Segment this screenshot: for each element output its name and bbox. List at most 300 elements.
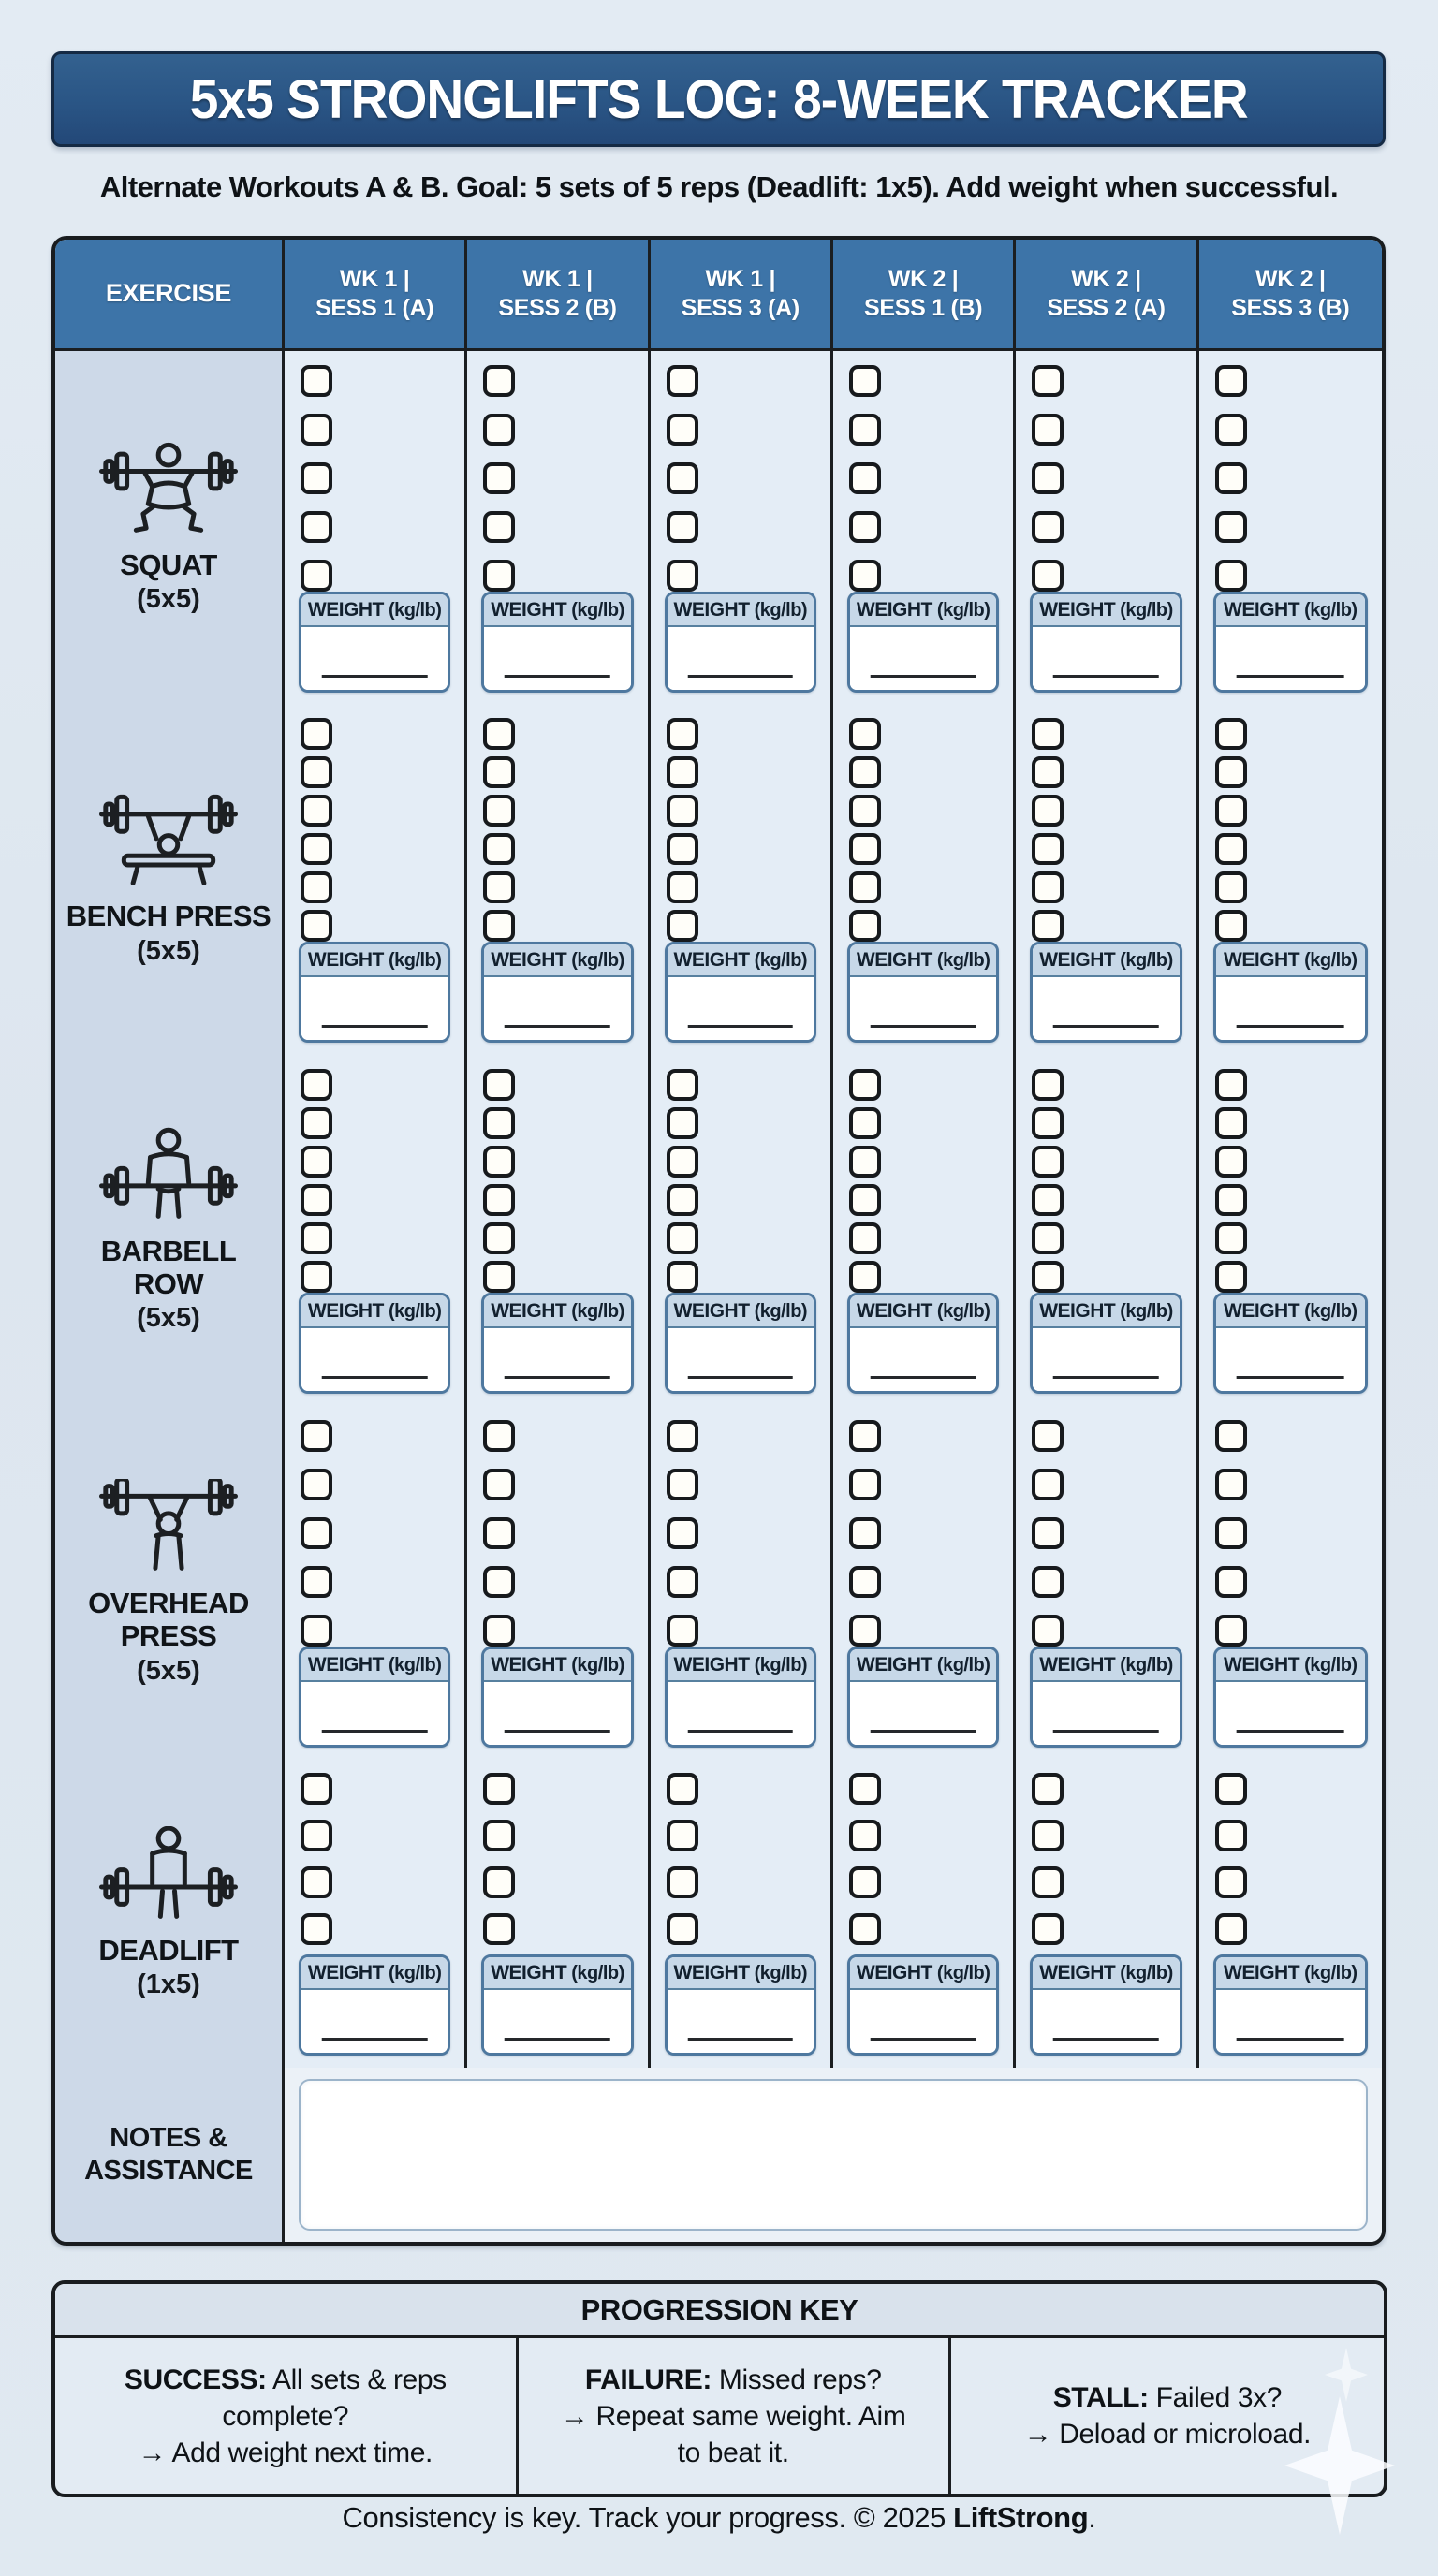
set-checkbox[interactable] xyxy=(1032,1469,1064,1500)
set-checkbox[interactable] xyxy=(483,1820,515,1852)
weight-box xyxy=(665,1647,816,1748)
weight-unit: (kg/lb) xyxy=(932,600,990,621)
set-checkbox[interactable] xyxy=(1215,1107,1247,1139)
set-checkbox[interactable] xyxy=(667,1261,698,1293)
set-checkbox[interactable] xyxy=(1032,910,1064,942)
weight-entry-area[interactable] xyxy=(301,1990,448,2053)
set-checkbox-stack xyxy=(651,1406,830,1647)
set-checkbox[interactable] xyxy=(483,511,515,543)
set-checkbox[interactable] xyxy=(1215,1773,1247,1805)
set-checkbox[interactable] xyxy=(667,1866,698,1898)
weight-unit: (kg/lb) xyxy=(1299,600,1357,621)
weight-label-text: WEIGHT xyxy=(1039,599,1116,621)
set-checkbox[interactable] xyxy=(1215,910,1247,942)
set-checkbox[interactable] xyxy=(1215,560,1247,592)
set-checkbox[interactable] xyxy=(667,462,698,494)
set-checkbox[interactable] xyxy=(849,1469,881,1500)
set-checkbox[interactable] xyxy=(483,1566,515,1598)
page-footer xyxy=(0,2501,1438,2535)
weight-label xyxy=(1216,944,1365,977)
set-checkbox[interactable] xyxy=(1215,1420,1247,1452)
set-checkbox[interactable] xyxy=(301,910,332,942)
exercise-cell-squat xyxy=(55,351,285,705)
set-checkbox[interactable] xyxy=(1032,511,1064,543)
weight-entry-area[interactable] xyxy=(484,1328,630,1391)
set-checkbox[interactable] xyxy=(849,1820,881,1852)
barbell-row-icon xyxy=(97,1127,240,1224)
set-checkbox[interactable] xyxy=(1032,414,1064,446)
set-checkbox[interactable] xyxy=(483,910,515,942)
weight-unit: (kg/lb) xyxy=(749,950,808,971)
set-checkbox[interactable] xyxy=(1032,1517,1064,1549)
session-cell xyxy=(1199,1055,1382,1406)
exercise-scheme: (5x5) xyxy=(137,584,200,615)
weight-entry-area[interactable] xyxy=(1216,1990,1365,2053)
set-checkbox[interactable] xyxy=(483,1469,515,1500)
weight-entry-area[interactable] xyxy=(1033,1990,1179,2053)
write-line xyxy=(871,2038,976,2041)
set-checkbox[interactable] xyxy=(667,718,698,750)
weight-entry-area[interactable] xyxy=(850,1328,996,1391)
exercise-name: DEADLIFT xyxy=(98,1933,239,1967)
set-checkbox[interactable] xyxy=(301,365,332,397)
weight-box xyxy=(847,592,999,693)
weight-entry-area[interactable] xyxy=(484,1682,630,1745)
weight-label xyxy=(484,1957,630,1990)
write-line xyxy=(688,675,794,678)
weight-unit: (kg/lb) xyxy=(749,1301,808,1322)
set-checkbox[interactable] xyxy=(667,910,698,942)
set-checkbox[interactable] xyxy=(849,910,881,942)
set-checkbox[interactable] xyxy=(1032,560,1064,592)
weight-entry-area[interactable] xyxy=(668,1990,814,2053)
set-checkbox[interactable] xyxy=(1215,1913,1247,1945)
set-checkbox[interactable] xyxy=(1215,1469,1247,1500)
weight-label xyxy=(1216,1957,1365,1990)
set-checkbox[interactable] xyxy=(667,1420,698,1452)
weight-label xyxy=(301,1957,448,1990)
set-checkbox[interactable] xyxy=(1032,462,1064,494)
set-checkbox[interactable] xyxy=(483,718,515,750)
write-line xyxy=(688,1730,794,1733)
session-label: SESS 2 (B) xyxy=(498,295,617,321)
set-checkbox[interactable] xyxy=(1215,833,1247,865)
set-checkbox[interactable] xyxy=(849,1517,881,1549)
deadlift-icon xyxy=(97,1826,240,1924)
session-cell xyxy=(1016,351,1198,705)
session-column-header xyxy=(1199,240,1382,348)
set-checkbox[interactable] xyxy=(849,1566,881,1598)
set-checkbox[interactable] xyxy=(1215,1820,1247,1852)
set-checkbox[interactable] xyxy=(667,1913,698,1945)
set-checkbox-stack xyxy=(1199,351,1382,592)
set-checkbox[interactable] xyxy=(301,1184,332,1216)
set-checkbox[interactable] xyxy=(1032,795,1064,827)
set-checkbox[interactable] xyxy=(1215,1517,1247,1549)
notes-entry-area[interactable] xyxy=(299,2079,1368,2231)
set-checkbox[interactable] xyxy=(849,1773,881,1805)
set-checkbox[interactable] xyxy=(1032,1566,1064,1598)
weight-label-text: WEIGHT xyxy=(1224,1654,1300,1676)
weight-unit: (kg/lb) xyxy=(1299,1301,1357,1322)
set-checkbox[interactable] xyxy=(667,511,698,543)
weight-label xyxy=(1033,944,1179,977)
set-checkbox[interactable] xyxy=(1032,833,1064,865)
weight-entry-area[interactable] xyxy=(850,977,996,1040)
set-checkbox[interactable] xyxy=(483,1615,515,1647)
set-checkbox-stack xyxy=(1016,704,1196,942)
weight-box xyxy=(481,1647,633,1748)
set-checkbox[interactable] xyxy=(667,1107,698,1139)
set-checkbox[interactable] xyxy=(667,1615,698,1647)
set-checkbox[interactable] xyxy=(483,462,515,494)
set-checkbox[interactable] xyxy=(667,1184,698,1216)
progression-item-text: FAILURE: Missed reps? xyxy=(584,2364,882,2395)
weight-label-text: WEIGHT xyxy=(307,1654,384,1676)
set-checkbox[interactable] xyxy=(301,511,332,543)
weight-box xyxy=(481,592,633,693)
session-cell xyxy=(833,1406,1016,1760)
set-checkbox[interactable] xyxy=(1215,511,1247,543)
set-checkbox[interactable] xyxy=(849,1107,881,1139)
set-checkbox[interactable] xyxy=(483,1261,515,1293)
set-checkbox[interactable] xyxy=(1215,1222,1247,1254)
week-label: WK 2 | xyxy=(888,265,959,292)
weight-label xyxy=(1216,594,1365,627)
set-checkbox[interactable] xyxy=(1032,1146,1064,1178)
set-checkbox[interactable] xyxy=(849,1615,881,1647)
weight-entry-area[interactable] xyxy=(1033,1682,1179,1745)
set-checkbox[interactable] xyxy=(1032,365,1064,397)
weight-label xyxy=(668,1649,814,1682)
week-label: WK 2 | xyxy=(1071,265,1141,292)
notes-label: NOTES & ASSISTANCE xyxy=(55,2068,285,2242)
weight-entry-area[interactable] xyxy=(1216,977,1365,1040)
exercise-cell-bench-press xyxy=(55,704,285,1055)
set-checkbox[interactable] xyxy=(667,1517,698,1549)
write-line xyxy=(1237,1730,1344,1733)
set-checkbox[interactable] xyxy=(1032,1184,1064,1216)
weight-box xyxy=(1030,1293,1181,1394)
session-cell xyxy=(285,1406,467,1760)
set-checkbox[interactable] xyxy=(1032,718,1064,750)
write-line xyxy=(871,1376,976,1379)
set-checkbox[interactable] xyxy=(301,1107,332,1139)
set-checkbox[interactable] xyxy=(1032,1222,1064,1254)
set-checkbox[interactable] xyxy=(483,1913,515,1945)
set-checkbox[interactable] xyxy=(301,718,332,750)
set-checkbox[interactable] xyxy=(301,1820,332,1852)
weight-box xyxy=(481,1954,633,2056)
weight-entry-area[interactable] xyxy=(1033,627,1179,690)
set-checkbox[interactable] xyxy=(483,1773,515,1805)
session-label: SESS 3 (B) xyxy=(1231,295,1350,321)
weight-entry-area[interactable] xyxy=(668,627,814,690)
weight-label-text: WEIGHT xyxy=(307,1300,384,1322)
set-checkbox[interactable] xyxy=(1032,1261,1064,1293)
session-column-header xyxy=(1016,240,1198,348)
set-checkbox[interactable] xyxy=(301,1261,332,1293)
weight-label xyxy=(301,944,448,977)
set-checkbox[interactable] xyxy=(667,1069,698,1101)
session-cell xyxy=(1016,704,1198,1055)
write-line xyxy=(505,675,610,678)
weight-label xyxy=(1216,1295,1365,1328)
set-checkbox[interactable] xyxy=(667,365,698,397)
set-checkbox[interactable] xyxy=(667,833,698,865)
weight-label xyxy=(484,1649,630,1682)
weight-label-text: WEIGHT xyxy=(673,599,750,621)
set-checkbox[interactable] xyxy=(1032,1069,1064,1101)
set-checkbox-stack xyxy=(833,351,1013,592)
set-checkbox[interactable] xyxy=(1215,1146,1247,1178)
set-checkbox-stack xyxy=(467,1055,647,1293)
set-checkbox[interactable] xyxy=(667,1773,698,1805)
session-label: SESS 1 (A) xyxy=(315,295,434,321)
set-checkbox-stack xyxy=(1016,351,1196,592)
set-checkbox[interactable] xyxy=(483,414,515,446)
weight-entry-area[interactable] xyxy=(484,1990,630,2053)
exercise-row-bench-press xyxy=(55,704,1382,1055)
set-checkbox[interactable] xyxy=(1215,1184,1247,1216)
progression-item-action: → Repeat same weight. Aim to beat it. xyxy=(560,2400,906,2468)
set-checkbox[interactable] xyxy=(667,560,698,592)
notes-row xyxy=(55,2068,1382,2242)
set-checkbox[interactable] xyxy=(1215,365,1247,397)
set-checkbox[interactable] xyxy=(667,795,698,827)
set-checkbox[interactable] xyxy=(849,1146,881,1178)
set-checkbox[interactable] xyxy=(667,871,698,903)
set-checkbox[interactable] xyxy=(301,795,332,827)
set-checkbox[interactable] xyxy=(849,414,881,446)
set-checkbox[interactable] xyxy=(849,718,881,750)
set-checkbox[interactable] xyxy=(483,1517,515,1549)
weight-entry-area[interactable] xyxy=(301,1328,448,1391)
set-checkbox-stack xyxy=(1016,1055,1196,1293)
set-checkbox[interactable] xyxy=(849,795,881,827)
weight-unit: (kg/lb) xyxy=(1115,1301,1173,1322)
weight-entry-area[interactable] xyxy=(1033,977,1179,1040)
set-checkbox[interactable] xyxy=(849,560,881,592)
weight-label xyxy=(1033,1295,1179,1328)
session-cell xyxy=(285,1759,467,2068)
write-line xyxy=(322,1730,428,1733)
write-line xyxy=(505,1025,610,1028)
weight-entry-area[interactable] xyxy=(301,977,448,1040)
write-line xyxy=(1053,675,1159,678)
weight-box xyxy=(481,942,633,1043)
write-line xyxy=(688,1025,794,1028)
set-checkbox[interactable] xyxy=(301,1566,332,1598)
set-checkbox-stack xyxy=(651,1055,830,1293)
set-checkbox[interactable] xyxy=(301,1146,332,1178)
set-checkbox[interactable] xyxy=(667,1222,698,1254)
set-checkbox[interactable] xyxy=(849,1069,881,1101)
weight-label xyxy=(850,1957,996,1990)
weight-entry-area[interactable] xyxy=(1216,1682,1365,1745)
set-checkbox[interactable] xyxy=(483,365,515,397)
set-checkbox[interactable] xyxy=(483,1866,515,1898)
set-checkbox[interactable] xyxy=(483,560,515,592)
set-checkbox[interactable] xyxy=(301,1773,332,1805)
weight-label-text: WEIGHT xyxy=(673,949,750,971)
set-checkbox[interactable] xyxy=(1215,718,1247,750)
set-checkbox[interactable] xyxy=(301,1420,332,1452)
set-checkbox-stack xyxy=(467,1759,647,1945)
set-checkbox[interactable] xyxy=(301,1615,332,1647)
weight-unit: (kg/lb) xyxy=(1299,1963,1357,1983)
set-checkbox[interactable] xyxy=(849,833,881,865)
weight-label xyxy=(1033,1957,1179,1990)
set-checkbox[interactable] xyxy=(1032,1866,1064,1898)
write-line xyxy=(505,1376,610,1379)
set-checkbox[interactable] xyxy=(483,1184,515,1216)
weight-entry-area[interactable] xyxy=(1033,1328,1179,1391)
set-checkbox[interactable] xyxy=(849,1866,881,1898)
set-checkbox[interactable] xyxy=(849,1184,881,1216)
exercise-name: SQUAT xyxy=(120,548,217,581)
set-checkbox[interactable] xyxy=(667,1146,698,1178)
weight-unit: (kg/lb) xyxy=(1115,600,1173,621)
set-checkbox[interactable] xyxy=(301,1069,332,1101)
weight-label-text: WEIGHT xyxy=(491,1962,567,1983)
session-column-header xyxy=(467,240,650,348)
set-checkbox[interactable] xyxy=(301,871,332,903)
set-checkbox[interactable] xyxy=(1032,1913,1064,1945)
set-checkbox[interactable] xyxy=(1032,1420,1064,1452)
set-checkbox[interactable] xyxy=(667,1820,698,1852)
set-checkbox[interactable] xyxy=(301,833,332,865)
write-line xyxy=(1053,1025,1159,1028)
set-checkbox-stack xyxy=(833,1759,1013,1945)
weight-box xyxy=(299,592,450,693)
set-checkbox[interactable] xyxy=(1032,1615,1064,1647)
set-checkbox[interactable] xyxy=(667,414,698,446)
weight-label-text: WEIGHT xyxy=(1224,599,1300,621)
set-checkbox[interactable] xyxy=(483,1107,515,1139)
set-checkbox[interactable] xyxy=(667,1566,698,1598)
set-checkbox[interactable] xyxy=(483,871,515,903)
set-checkbox[interactable] xyxy=(849,1420,881,1452)
set-checkbox[interactable] xyxy=(483,756,515,788)
set-checkbox[interactable] xyxy=(1215,1615,1247,1647)
set-checkbox[interactable] xyxy=(849,511,881,543)
set-checkbox[interactable] xyxy=(483,795,515,827)
exercise-cell-barbell-row xyxy=(55,1055,285,1406)
set-checkbox[interactable] xyxy=(849,365,881,397)
set-checkbox[interactable] xyxy=(1215,795,1247,827)
weight-entry-area[interactable] xyxy=(668,977,814,1040)
weight-entry-area[interactable] xyxy=(1216,1328,1365,1391)
weight-entry-area[interactable] xyxy=(301,627,448,690)
set-checkbox-stack xyxy=(1016,1759,1196,1945)
weight-entry-area[interactable] xyxy=(301,1682,448,1745)
set-checkbox[interactable] xyxy=(301,756,332,788)
set-checkbox[interactable] xyxy=(483,833,515,865)
weight-entry-area[interactable] xyxy=(1216,627,1365,690)
session-cell xyxy=(651,1055,833,1406)
set-checkbox[interactable] xyxy=(1215,1069,1247,1101)
session-cell xyxy=(467,1406,650,1760)
set-checkbox[interactable] xyxy=(1032,756,1064,788)
set-checkbox[interactable] xyxy=(483,1420,515,1452)
weight-label xyxy=(301,1649,448,1682)
set-checkbox[interactable] xyxy=(849,756,881,788)
weight-unit: (kg/lb) xyxy=(1299,950,1357,971)
set-checkbox[interactable] xyxy=(1215,462,1247,494)
week-label: WK 1 | xyxy=(705,265,776,292)
write-line xyxy=(505,1730,610,1733)
set-checkbox[interactable] xyxy=(1215,1261,1247,1293)
session-cell xyxy=(651,1759,833,2068)
workout-log-table xyxy=(51,236,1386,2246)
session-cell xyxy=(1016,1055,1198,1406)
set-checkbox[interactable] xyxy=(1215,871,1247,903)
exercise-row-squat xyxy=(55,351,1382,704)
set-checkbox-stack xyxy=(1199,1759,1382,1945)
set-checkbox[interactable] xyxy=(1215,414,1247,446)
weight-unit: (kg/lb) xyxy=(566,950,624,971)
set-checkbox[interactable] xyxy=(849,1222,881,1254)
set-checkbox[interactable] xyxy=(1032,1820,1064,1852)
session-cell xyxy=(285,351,467,705)
weight-entry-area[interactable] xyxy=(850,627,996,690)
weight-entry-area[interactable] xyxy=(668,1328,814,1391)
weight-entry-area[interactable] xyxy=(668,1682,814,1745)
weight-unit: (kg/lb) xyxy=(1115,1655,1173,1676)
set-checkbox[interactable] xyxy=(483,1146,515,1178)
set-checkbox[interactable] xyxy=(849,1261,881,1293)
weight-entry-area[interactable] xyxy=(484,627,630,690)
weight-entry-area[interactable] xyxy=(484,977,630,1040)
set-checkbox[interactable] xyxy=(483,1069,515,1101)
set-checkbox[interactable] xyxy=(667,756,698,788)
weight-label-text: WEIGHT xyxy=(856,599,932,621)
weight-label xyxy=(484,1295,630,1328)
set-checkbox[interactable] xyxy=(301,560,332,592)
set-checkbox[interactable] xyxy=(1032,871,1064,903)
set-checkbox[interactable] xyxy=(849,871,881,903)
set-checkbox[interactable] xyxy=(1215,1866,1247,1898)
set-checkbox[interactable] xyxy=(849,462,881,494)
set-checkbox[interactable] xyxy=(301,1913,332,1945)
set-checkbox[interactable] xyxy=(483,1222,515,1254)
weight-label-text: WEIGHT xyxy=(673,1962,750,1983)
set-checkbox[interactable] xyxy=(301,414,332,446)
weight-unit: (kg/lb) xyxy=(932,1963,990,1983)
weight-box xyxy=(1213,1954,1368,2056)
set-checkbox[interactable] xyxy=(1215,756,1247,788)
weight-entry-area[interactable] xyxy=(850,1682,996,1745)
set-checkbox[interactable] xyxy=(301,1222,332,1254)
weight-label-text: WEIGHT xyxy=(1039,1962,1116,1983)
weight-unit: (kg/lb) xyxy=(1115,1963,1173,1983)
weight-entry-area[interactable] xyxy=(850,1990,996,2053)
write-line xyxy=(505,2038,610,2041)
set-checkbox[interactable] xyxy=(849,1913,881,1945)
set-checkbox[interactable] xyxy=(301,1866,332,1898)
weight-label xyxy=(1033,1649,1179,1682)
set-checkbox[interactable] xyxy=(1215,1566,1247,1598)
set-checkbox[interactable] xyxy=(301,1517,332,1549)
set-checkbox[interactable] xyxy=(1032,1773,1064,1805)
set-checkbox[interactable] xyxy=(667,1469,698,1500)
set-checkbox[interactable] xyxy=(301,462,332,494)
session-cell xyxy=(285,704,467,1055)
set-checkbox[interactable] xyxy=(301,1469,332,1500)
write-line xyxy=(1237,675,1344,678)
set-checkbox[interactable] xyxy=(1032,1107,1064,1139)
